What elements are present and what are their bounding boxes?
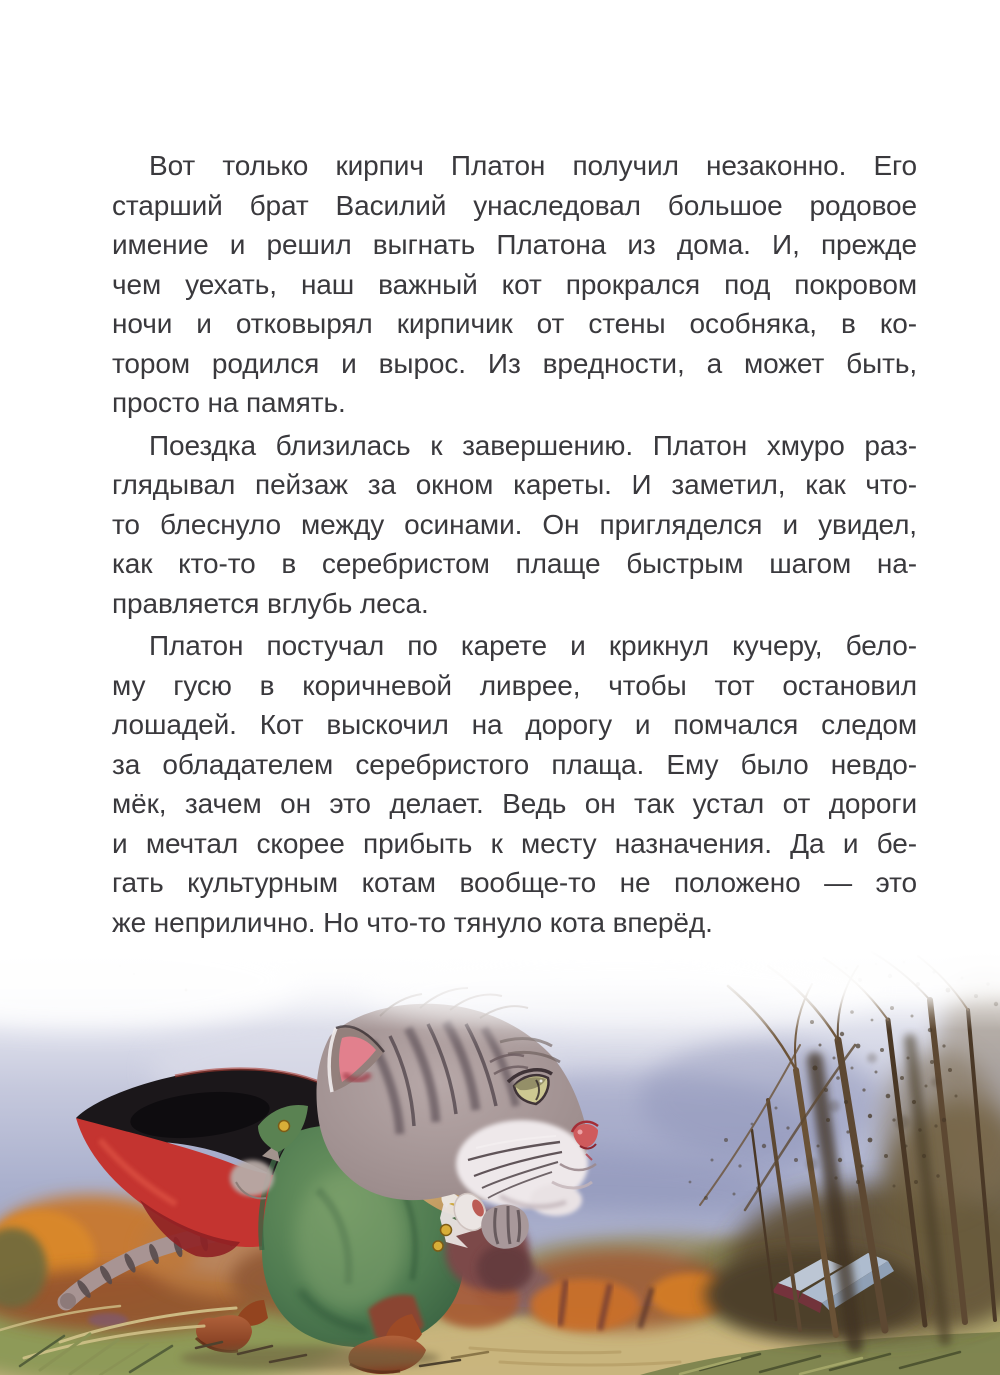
text-line: за обладателем серебристого плаща. Ему было невдо- [112, 748, 917, 780]
text-line: же неприлично. Но что-то тянуло кота вперёд. [112, 906, 713, 938]
paragraph-1 [112, 146, 917, 423]
paragraph-3 [112, 626, 917, 942]
story-text [112, 146, 917, 942]
text-line: гать культурным котам вообще-то не положено — это [112, 867, 917, 898]
text-line: правляется вглубь леса. [112, 587, 429, 619]
text-line: мёк, зачем он это делает. Ведь он так устал от дороги [112, 788, 917, 819]
text-line: Платон постучал по карете и крикнул кучеру, бело- [149, 630, 917, 661]
text-line: Поездка близилась к завершению. Платон хмуро раз- [149, 429, 917, 461]
paragraph-2 [112, 426, 917, 624]
text-line: просто на память. [112, 387, 346, 418]
text-line: имение и решил выгнать Платона из дома. И, прежде [112, 229, 917, 260]
text-line: старший брат Василий унаследовал большое родовое [112, 189, 917, 221]
text-line: то блеснуло между осинами. Он пригляделся и увидел, [112, 508, 917, 540]
text-line: чем уехать, наш важный кот прокрался под покровом [112, 268, 917, 300]
text-line: ночи и отковырял кирпичик от стены особняка, в ко- [112, 308, 917, 339]
text-line: глядывал пейзаж за окном кареты. И заметил, как что- [112, 469, 917, 500]
text-line: тором родился и вырос. Из вредности, а может быть, [112, 347, 917, 379]
text-line: и мечтал скорее прибыть к месту назначения. Да и бе- [112, 827, 917, 859]
text-line: лошадей. Кот выскочил на дорогу и помчался следом [112, 709, 917, 740]
text-line: как кто-то в серебристом плаще быстрым шагом на- [112, 548, 917, 579]
top-fade [0, 950, 1000, 1035]
text-line: Вот только кирпич Платон получил незаконно. Его [149, 150, 917, 181]
text-line: му гусю в коричневой ливрее, чтобы тот остановил [112, 669, 917, 701]
illustration-cat-running [0, 950, 1000, 1375]
